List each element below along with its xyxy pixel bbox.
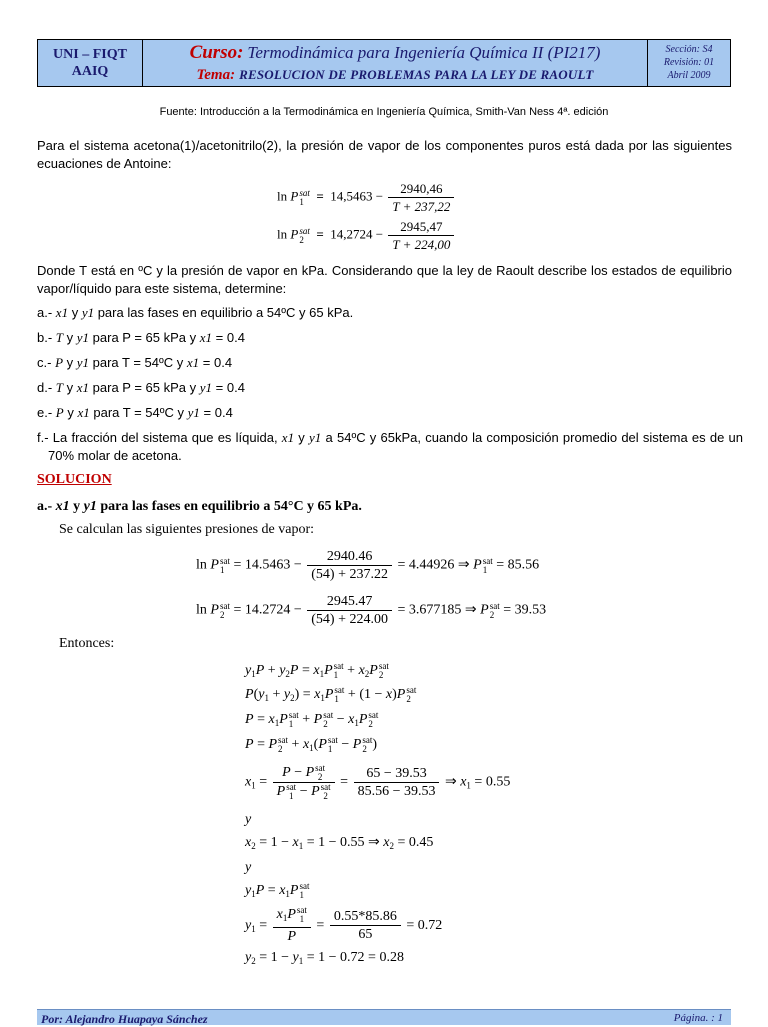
item-e: e.- P y x1 para T = 54ºC y y1 = 0.4 — [37, 405, 233, 420]
tema-text: RESOLUCION DE PROBLEMAS PARA LA LEY DE RAOULT — [239, 67, 594, 82]
part-a-heading: a.- x1 y y1 para las fases en equilibrio a 54°C y 65 kPa. — [37, 499, 362, 514]
seccion: Sección: S4 — [665, 44, 713, 55]
antoine-eq-2: ln P sat 2 = 14,2724 − $\frac{2945,47}{T + 224,00}$ — [277, 218, 456, 253]
vp-eq-2: ln P sat 2 = 14.2724 − $\frac{2945.47}{(54) + 224.00}$ = 3.677185 ⇒ P sat 2 = 39.53 — [196, 594, 547, 627]
and-2: y — [245, 860, 252, 875]
intro-paragraph: Para el sistema acetona(1)/acetonitrilo(2), la presión de vapor de los componentes puros está dada por las siguientes ecuaciones de Antoine: — [37, 138, 732, 171]
y1-result: $y_1$ = $x_1P$ sat 1 P = $\frac{0.55*85.86}{65}$ = 0.72 — [245, 905, 443, 945]
deriv-1: $y_1P + y_2P = x_1P$ sat 1 + $x_2P$ sat 2 — [245, 661, 389, 680]
fecha: Abril 2009 — [667, 70, 711, 81]
calc-text: Se calculan las siguientes presiones de vapor: — [59, 522, 315, 537]
curso-label: Curso: — [189, 42, 244, 63]
source-line: Fuente: Introducción a la Termodinámica en Ingeniería Química, Smith-Van Ness 4ª. edición — [159, 106, 609, 118]
item-c: c.- P y y1 para T = 54ºC y x1 = 0.4 — [37, 355, 233, 370]
raoult-1: $y_1P = x_1P$ sat 1 — [245, 881, 310, 900]
item-a: a.- x1 y y1 para las fases en equilibrio a 54ºC y 65 kPa. — [37, 305, 354, 320]
footer-page: Página. : 1 — [673, 1012, 723, 1024]
item-d: d.- T y x1 para P = 65 kPa y y1 = 0.4 — [37, 380, 245, 395]
footer-author: Por: Alejandro Huapaya Sánchez — [41, 1012, 208, 1026]
deriv-2: $P(y_1 + y_2) = x_1P$ sat 1 + (1 − x)P sat 2 — [245, 685, 417, 704]
header-box — [37, 39, 731, 87]
and-1: y — [245, 812, 252, 827]
x1-result: $x_1$ = P − P sat 2 P sat 1 − P sat 2 = $\frac{65 - 39.53}{85.56 - 39.53}$ ⇒ $x_1 = 0.55$ — [245, 763, 511, 801]
institution-line1: UNI – FIQT — [53, 47, 127, 62]
deriv-3: $P = x_1P$ sat 1 + P sat 2 − $x_1P$ sat 2 — [245, 710, 379, 729]
antoine-eq-1: ln P sat 1 = 14,5463 − $\frac{2940,46}{T + 237,22}$ — [277, 180, 456, 215]
solution-title: SOLUCION — [37, 472, 112, 487]
header-institution — [38, 40, 143, 86]
x2-result: $x_2 = 1 - x_1 = 1 - 0.55$ ⇒ $x_2 = 0.45$ — [245, 835, 434, 851]
vp-eq-1: ln P sat 1 = 14.5463 − $\frac{2940.46}{(54) + 237.22}$ = 4.44926 ⇒ P sat 1 = 85.56 — [196, 549, 540, 582]
tema-label: Tema: — [196, 67, 236, 83]
header-meta — [648, 40, 730, 86]
where-paragraph: Donde T está en ºC y la presión de vapor en kPa. Considerando que la ley de Raoult describe los estados de equilibrio vapor/líquido para este sistema, determine: — [37, 263, 732, 296]
curso-text: Termodinámica para Ingeniería Química II (PI217) — [247, 43, 601, 62]
footer-bar — [37, 1009, 731, 1025]
revision: Revisión: 01 — [663, 57, 715, 68]
deriv-4: P = P sat 2 + $x_1(P$ sat 1 − P sat 2 ) — [245, 735, 378, 754]
header-course — [143, 40, 648, 86]
y2-result: $y_2 = 1 - y_1 = 1 - 0.72 = 0.28$ — [245, 950, 404, 966]
institution-line2: AAIQ — [71, 64, 109, 79]
then-text: Entonces: — [59, 636, 115, 651]
item-f: f.- La fracción del sistema que es líquida, x1 y y1 a 54ºC y 65kPa, cuando la composición promedio del sistema es de un 70% molar de acetona. — [37, 430, 744, 463]
item-b: b.- T y y1 para P = 65 kPa y x1 = 0.4 — [37, 330, 245, 345]
